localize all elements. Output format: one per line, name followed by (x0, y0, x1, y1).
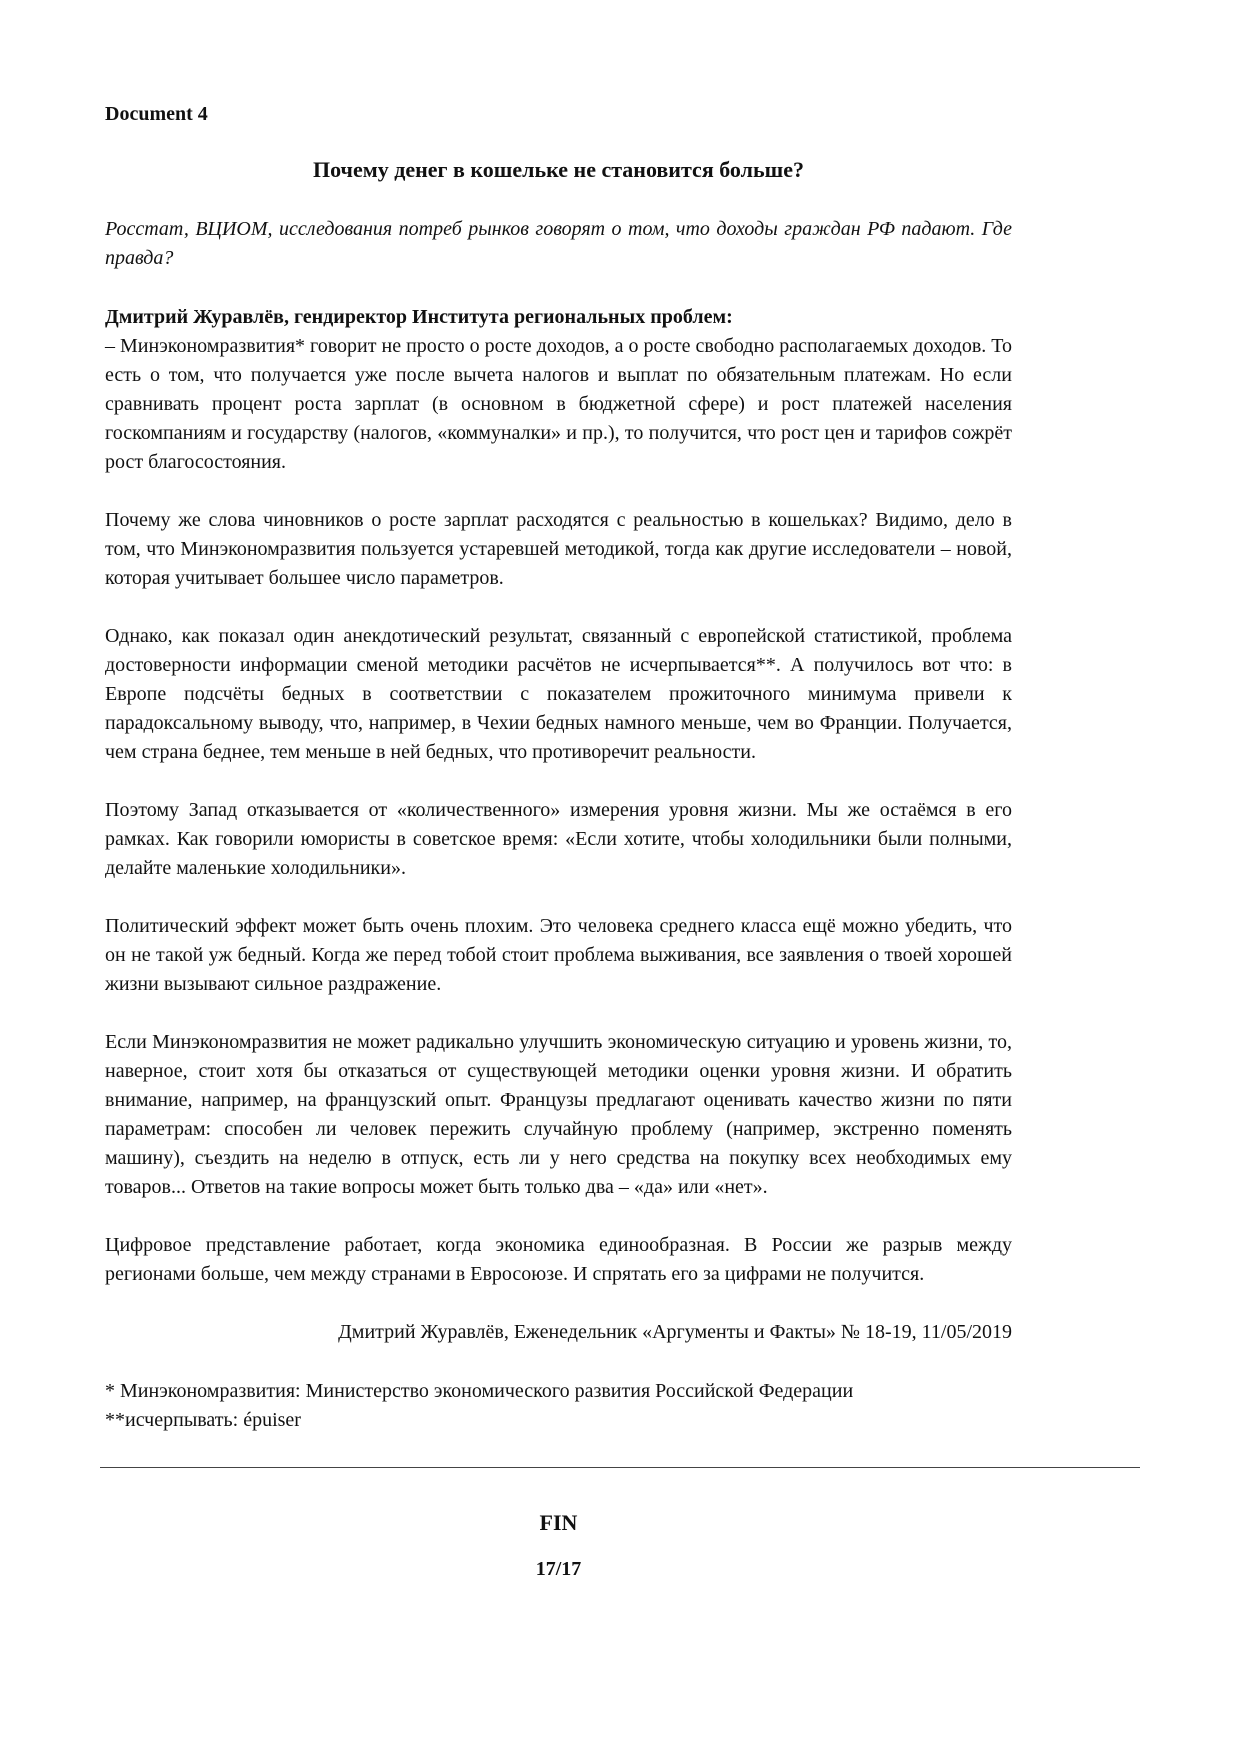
fin-label: FIN (539, 1510, 578, 1535)
document-label: Document 4 (105, 103, 208, 125)
paragraph-4: Поэтому Запад отказывается от «количественного» измерения уровня жизни. Мы же остаёмся в его рамках. Как говорили юмористы в советское время: «Если хотите, чтобы холодильники были полными, делайте маленькие холодильники». (105, 799, 1012, 879)
footnote-2: **исчерпывать: épuiser (105, 1409, 301, 1431)
paragraph-1: – Минэкономразвития* говорит не просто о росте доходов, а о росте свободно располагаемых доходов. То есть о том, что получается уже после вычета налогов и выплат по обязательным платежам. Но если сравнивать процент роста зарплат (в основном в бюджетной сфере) и рост платежей населения госкомпаниям и государству (налогов, «коммуналки» и пр.), то получится, что рост цен и тарифов сожрёт рост благосостояния. (105, 335, 1012, 473)
footnote-1: * Минэкономразвития: Министерство экономического развития Российской Федерации (105, 1380, 854, 1402)
paragraph-6: Если Минэкономразвития не может радикально улучшить экономическую ситуацию и уровень жизни, то, наверное, стоит хотя бы отказаться от существующей методики оценки уровня жизни. И обратить внимание, например, на французский опыт. Французы предлагают оценивать качество жизни по пяти параметрам: способен ли человек пережить случайную проблему (например, экстренно поменять машину), съездить на неделю в отпуск, есть ли у него средства на покупку всех необходимых ему товаров... Ответов на такие вопросы может быть только два – «да» или «нет». (105, 1031, 1012, 1198)
lede-question: Росстат, ВЦИОМ, исследования потреб рынков говорят о том, что доходы граждан РФ падают. Где правда? (105, 218, 1012, 269)
paragraph-5: Политический эффект может быть очень плохим. Это человека среднего класса ещё можно убедить, что он не такой уж бедный. Когда же перед тобой стоит проблема выживания, все заявления о твоей хорошей жизни вызывают сильное раздражение. (105, 915, 1012, 995)
paragraph-3: Однако, как показал один анекдотический результат, связанный с европейской статистикой, проблема достоверности информации сменой методики расчётов не исчерпывается**. А получилось вот что: в Европе подсчёты бедных в соответствии с показателем прожиточного минимума привели к парадоксальному выводу, что, например, в Чехии бедных намного меньше, чем во Франции. Получается, чем страна беднее, тем меньше в ней бедных, что противоречит реальности. (105, 625, 1012, 763)
article-title: Почему денег в кошельке не становится больше? (313, 157, 804, 182)
paragraph-7: Цифровое представление работает, когда экономика единообразная. В России же разрыв между регионами больше, чем между странами в Евросоюзе. И спрятать его за цифрами не получится. (105, 1234, 1012, 1285)
footer-divider (100, 1467, 1140, 1468)
page-number: 17/17 (535, 1558, 582, 1580)
paragraph-2: Почему же слова чиновников о росте зарплат расходятся с реальностью в кошельках? Видимо, дело в том, что Минэкономразвития пользуется устаревшей методикой, тогда как другие исследователи – новой, которая учитывает большее число параметров. (105, 509, 1012, 589)
speaker-line: Дмитрий Журавлёв, гендиректор Института региональных проблем: (105, 306, 733, 328)
attribution-line: Дмитрий Журавлёв, Еженедельник «Аргументы и Факты» № 18-19, 11/05/2019 (338, 1321, 1012, 1343)
